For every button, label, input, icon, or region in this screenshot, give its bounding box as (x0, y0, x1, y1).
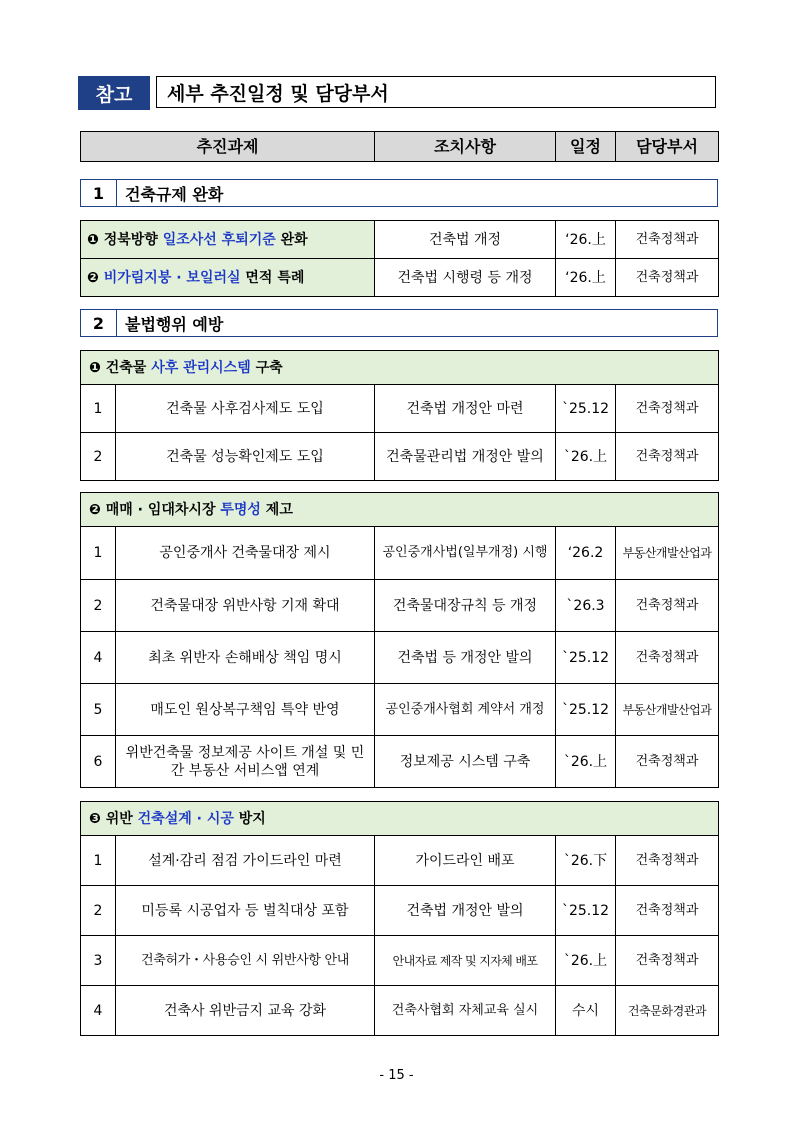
dept-cell: 건축정책과 (616, 221, 719, 259)
action-cell: 정보제공 시스템 구축 (375, 736, 556, 788)
section-label: 건축규제 완화 (125, 184, 224, 204)
row-number: 1 (81, 836, 116, 886)
schedule-cell: `26.上 (556, 736, 616, 788)
group-title: ❸ 위반 건축설계 · 시공 방지 (81, 802, 719, 836)
section-1-header (80, 179, 718, 207)
row-number: 4 (81, 632, 116, 684)
task-cell: 건축물 사후검사제도 도입 (116, 385, 375, 433)
dept-cell: 건축문화경관과 (616, 986, 719, 1036)
schedule-cell: `26.上 (556, 936, 616, 986)
header-dept: 담당부서 (616, 132, 719, 162)
group-title: ❷ 매매 · 임대차시장 투명성 제고 (81, 493, 719, 527)
task-cell: 설계·감리 점검 가이드라인 마련 (116, 836, 375, 886)
dept-cell: 건축정책과 (616, 736, 719, 788)
schedule-cell: `25.12 (556, 632, 616, 684)
group-title: ❶ 건축물 사후 관리시스템 구축 (81, 351, 719, 385)
reference-tag: 참고 (78, 76, 150, 110)
group-3-table (80, 801, 719, 1036)
task-cell: 공인중개사 건축물대장 제시 (116, 527, 375, 580)
task-cell: 건축사 위반금지 교육 강화 (116, 986, 375, 1036)
table-row (81, 259, 719, 297)
dept-cell: 건축정책과 (616, 632, 719, 684)
task-cell: 미등록 시공업자 등 벌칙대상 포함 (116, 886, 375, 936)
section-number: 2 (81, 310, 117, 336)
action-cell: 건축법 등 개정안 발의 (375, 632, 556, 684)
group-header (81, 493, 719, 527)
table-row (81, 632, 719, 684)
schedule-cell: `26.下 (556, 836, 616, 886)
dept-cell: 건축정책과 (616, 433, 719, 481)
table-row (81, 580, 719, 632)
section-2-header (80, 309, 718, 337)
action-cell: 건축법 개정안 발의 (375, 886, 556, 936)
title-block (78, 76, 718, 110)
row-number: 2 (81, 580, 116, 632)
header-schedule: 일정 (556, 132, 616, 162)
task-cell: ❶ 정북방향 일조사선 후퇴기준 완화 (81, 221, 375, 259)
dept-cell: 건축정책과 (616, 886, 719, 936)
section-label: 불법행위 예방 (125, 314, 224, 334)
task-cell: 건축허가・사용승인 시 위반사항 안내 (116, 936, 375, 986)
task-cell: 위반건축물 정보제공 사이트 개설 및 민간 부동산 서비스앱 연계 (116, 736, 375, 788)
group-header (81, 351, 719, 385)
task-cell: 건축물 성능확인제도 도입 (116, 433, 375, 481)
action-cell: 공인중개사법(일부개정) 시행 (375, 527, 556, 580)
table-row (81, 385, 719, 433)
dept-cell: 건축정책과 (616, 580, 719, 632)
action-cell: 건축사협회 자체교육 실시 (375, 986, 556, 1036)
page-number: - 15 - (379, 1068, 414, 1083)
row-number: 6 (81, 736, 116, 788)
page-title: 세부 추진일정 및 담당부서 (156, 76, 716, 108)
table-row (81, 986, 719, 1036)
row-number: 3 (81, 936, 116, 986)
table-row (81, 886, 719, 936)
action-cell: 건축물대장규칙 등 개정 (375, 580, 556, 632)
task-cell: 건축물대장 위반사항 기재 확대 (116, 580, 375, 632)
dept-cell: 건축정책과 (616, 936, 719, 986)
group-1-table (80, 350, 719, 481)
schedule-cell: ‘26.2 (556, 527, 616, 580)
dept-cell: 부동산개발산업과 (616, 527, 719, 580)
table-row (81, 527, 719, 580)
table-row (81, 433, 719, 481)
section-1-table (80, 220, 719, 297)
action-cell: 건축법 개정안 마련 (375, 385, 556, 433)
task-cell: ❷ 비가림지붕 · 보일러실 면적 특례 (81, 259, 375, 297)
task-cell: 최초 위반자 손해배상 책임 명시 (116, 632, 375, 684)
table-row (81, 936, 719, 986)
dept-cell: 건축정책과 (616, 259, 719, 297)
table-row (81, 684, 719, 736)
action-cell: 건축법 개정 (375, 221, 556, 259)
schedule-cell: `25.12 (556, 886, 616, 936)
row-number: 2 (81, 886, 116, 936)
table-row (81, 221, 719, 259)
header-task: 추진과제 (81, 132, 375, 162)
header-action: 조치사항 (375, 132, 556, 162)
dept-cell: 부동산개발산업과 (616, 684, 719, 736)
row-number: 1 (81, 385, 116, 433)
group-2-table (80, 492, 719, 788)
table-row (81, 736, 719, 788)
action-cell: 공인중개사협회 계약서 개정 (375, 684, 556, 736)
schedule-cell: `26.3 (556, 580, 616, 632)
row-number: 1 (81, 527, 116, 580)
row-number: 4 (81, 986, 116, 1036)
row-number: 5 (81, 684, 116, 736)
row-number: 2 (81, 433, 116, 481)
group-header (81, 802, 719, 836)
column-header (80, 131, 719, 162)
task-cell: 매도인 원상복구책임 특약 반영 (116, 684, 375, 736)
schedule-cell: ‘26.上 (556, 259, 616, 297)
action-cell: 건축법 시행령 등 개정 (375, 259, 556, 297)
table-row (81, 836, 719, 886)
schedule-cell: ‘26.上 (556, 221, 616, 259)
section-number: 1 (81, 180, 117, 206)
schedule-cell: `25.12 (556, 684, 616, 736)
schedule-cell: 수시 (556, 986, 616, 1036)
action-cell: 가이드라인 배포 (375, 836, 556, 886)
dept-cell: 건축정책과 (616, 836, 719, 886)
action-cell: 안내자료 제작 및 지자체 배포 (375, 936, 556, 986)
action-cell: 건축물관리법 개정안 발의 (375, 433, 556, 481)
schedule-cell: `25.12 (556, 385, 616, 433)
schedule-cell: `26.上 (556, 433, 616, 481)
dept-cell: 건축정책과 (616, 385, 719, 433)
